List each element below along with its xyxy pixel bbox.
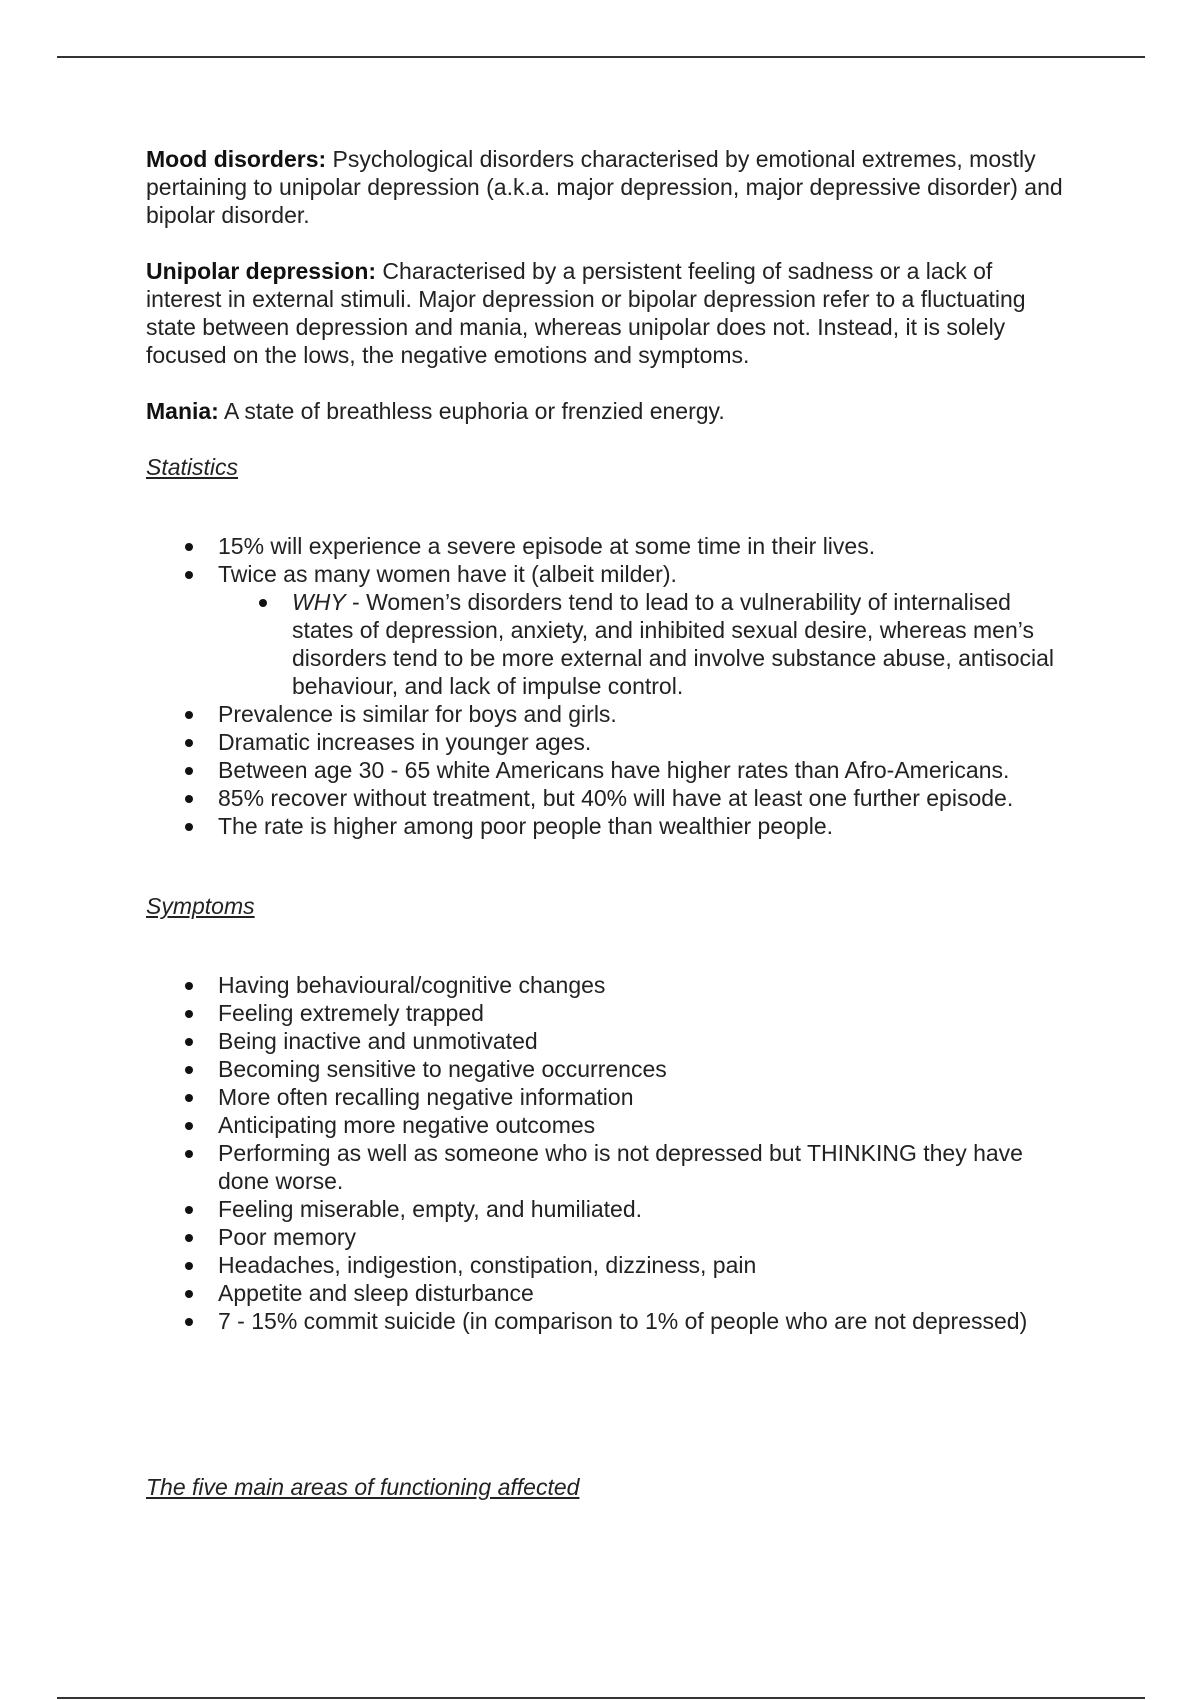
why-text: - Women’s disorders tend to lead to a vulnerability of internalised states of depression, anxiety, and inhibited sexual desire, whereas men’s disorders tend to be more external and involve substance abuse, antisocial behaviour, and lack of impulse control. [292,589,1055,699]
symptoms-list [146,971,1066,1335]
top-rule [57,56,1145,58]
list-item: Prevalence is similar for boys and girls. [146,700,1066,728]
list-item: Twice as many women have it (albeit milder). [146,560,1066,588]
document-body [146,145,1066,1501]
symptoms-heading: Symptoms [146,893,255,919]
list-item: More often recalling negative information [146,1083,1066,1111]
definition-text: Characterised by a persistent feeling of sadness or a lack of interest in external stimuli. Major depression or bipolar depression refer to a fluctuating state between depression and mania, whereas unipolar does not. Instead, it is solely focused on the lows, the negative emotions and symptoms. [146,258,1026,368]
definition-term: Mania: [146,398,219,424]
list-item: Performing as well as someone who is not depressed but THINKING they have done worse. [146,1139,1066,1195]
list-item: 85% recover without treatment, but 40% will have at least one further episode. [146,784,1066,812]
definition-mood-disorders [146,145,1066,229]
list-item: 15% will experience a severe episode at some time in their lives. [146,532,1066,560]
statistics-list [146,532,1066,840]
list-item: Dramatic increases in younger ages. [146,728,1066,756]
functioning-heading: The five main areas of functioning affected [146,1474,580,1500]
bottom-rule [57,1697,1145,1699]
list-item: Having behavioural/cognitive changes [146,971,1066,999]
why-label: WHY [292,589,346,615]
list-item: Appetite and sleep disturbance [146,1279,1066,1307]
definition-term: Unipolar depression: [146,258,377,284]
definition-mania [146,397,1066,425]
definition-term: Mood disorders: [146,146,327,172]
list-item: Feeling extremely trapped [146,999,1066,1027]
list-item: Poor memory [146,1223,1066,1251]
definition-text: Psychological disorders characterised by emotional extremes, mostly pertaining to unipolar depression (a.k.a. major depression, major depressive disorder) and bipolar disorder. [146,146,1063,228]
list-item: Becoming sensitive to negative occurrences [146,1055,1066,1083]
list-item: Anticipating more negative outcomes [146,1111,1066,1139]
list-item-why [146,588,1066,700]
list-item: 7 - 15% commit suicide (in comparison to 1% of people who are not depressed) [146,1307,1066,1335]
definition-unipolar-depression [146,257,1066,369]
list-item: The rate is higher among poor people than wealthier people. [146,812,1066,840]
statistics-heading: Statistics [146,454,239,480]
list-item: Feeling miserable, empty, and humiliated. [146,1195,1066,1223]
list-item: Headaches, indigestion, constipation, dizziness, pain [146,1251,1066,1279]
list-item: Between age 30 - 65 white Americans have higher rates than Afro-Americans. [146,756,1066,784]
list-item: Being inactive and unmotivated [146,1027,1066,1055]
definition-text: A state of breathless euphoria or frenzied energy. [218,398,725,424]
